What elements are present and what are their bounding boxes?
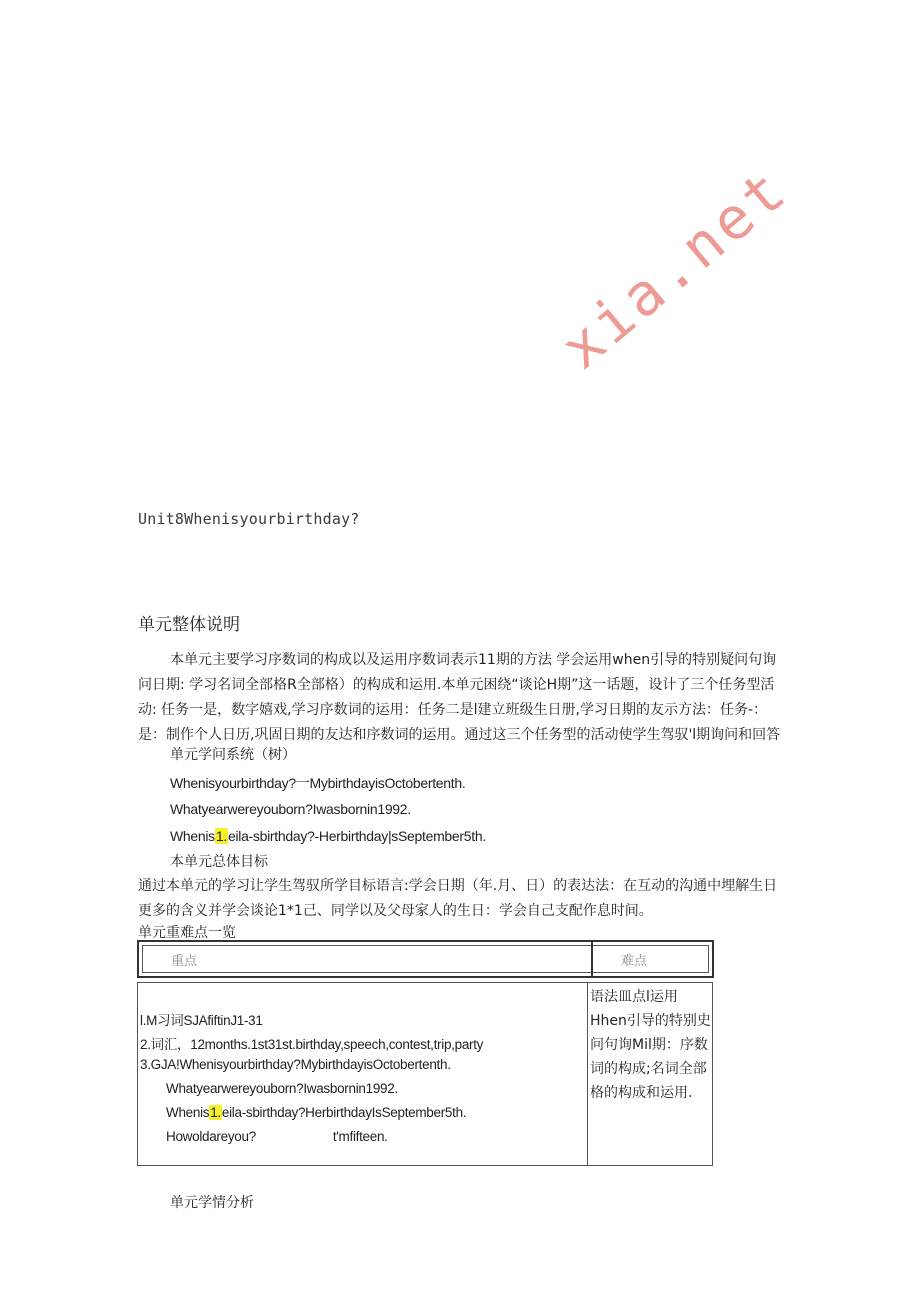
knowledge-line-1: Whenisyourbirthday?一MybirthdayisOctobertenth. [170,775,466,791]
header-key-points: 重点 [171,954,198,969]
key-point-row-start: Whenis [166,1105,210,1120]
unit-title: Unit8Whenisyourbirthday? [138,510,360,528]
highlight-mark: 1. [215,828,227,844]
header-difficult-points: 难点 [621,954,648,969]
key-point-row: Whatyearwereyouborn?Iwasbornin1992. [166,1081,398,1096]
key-point-row: 3.GJA!Whenisyourbirthday?MybirthdayisOctobertenth. [140,1057,451,1072]
analysis-heading: 单元学情分析 [170,1195,254,1211]
goals-heading: 本单元总体目标 [170,854,268,870]
difficult-points-cell: 语法皿点l运用Hhen引导的特别史问句询Mil期：序数词的构成;名词全部格的构成和运用. [590,989,711,1101]
highlight-mark: 1. [210,1105,221,1120]
overview-paragraph: 本单元主要学习序数词的构成以及运用序数词表示11期的方法 学会运用when引导的特别疑问句询问日期: 学习名词全部格R全部格）的构成和运用.本单元困绕“谈论H期”这一话题，设计了三个任务型活动: 任务一是，数字嬉戏,学习序数词的运用：任务二是l建立班级生日册,学习日期的友示方法：任务-：是：制作个人日历,巩固日期的友达和序数词的运用。通过这三个任务型的活动使学生驾驭'l期询问和回答 [138,652,781,743]
knowledge-line-3-start: Whenis [170,828,215,844]
knowledge-line-3 [170,828,486,844]
knowledge-line-2: Whatyearwereyouborn?Iwasbornin1992. [170,801,411,817]
table-header-divider [591,942,593,976]
overview-heading: 单元整体说明 [138,615,240,635]
answer-text: t'mfifteen. [332,1129,388,1144]
table-header [137,940,714,978]
watermark-text: xia.net [548,154,801,383]
key-point-row: l.M习词SJAfiftinJ1-31 [140,1013,263,1028]
knowledge-heading: 单元学问系统（树） [170,747,296,763]
knowledge-line-3-end: eila-sbirthday?-Herbirthday|sSeptember5th. [227,828,486,844]
question-text: Howoldareyou? [166,1129,256,1144]
key-point-row: 2.词汇，12months.1st31st.birthday,speech,contest,trip,party [140,1037,484,1052]
goals-paragraph: 通过本单元的学习让学生驾驭所学目标语言:学会日期（年.月、日）的表达法：在互动的沟通中埋解生日更多的含义并学会谈论1*1己、同学以及父母家人的生日：学会自己支配作息时间。 [138,878,778,919]
key-point-row [166,1129,388,1144]
keypoints-table [137,982,713,1166]
keypoints-heading: 单元重难点一览 [138,925,236,941]
key-point-row [166,1105,466,1120]
key-point-row-end: eila-sbirthday?HerbirthdayIsSeptember5th. [221,1105,467,1120]
table-divider [587,983,588,1165]
